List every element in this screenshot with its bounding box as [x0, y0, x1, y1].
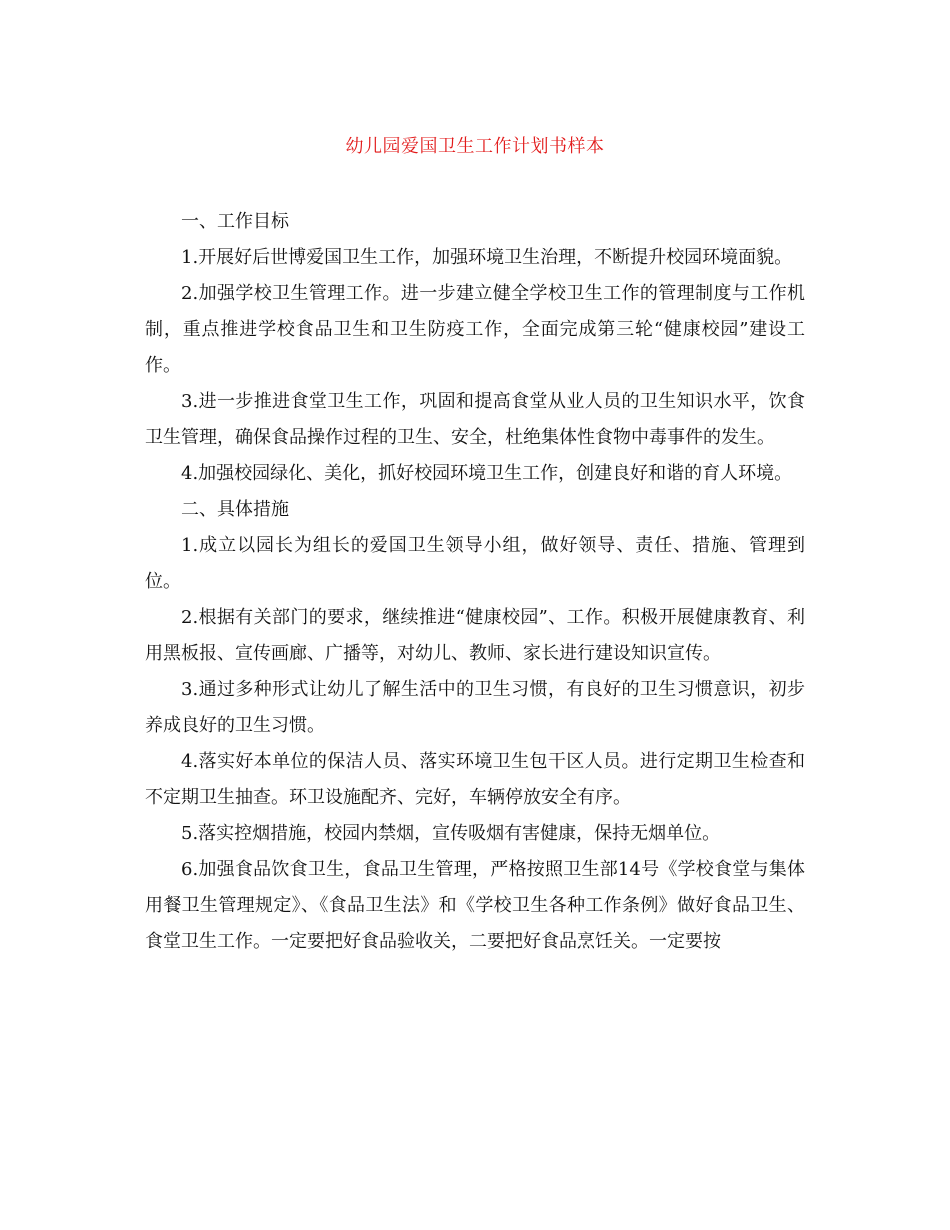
paragraph: 4.落实好本单位的保洁人员、落实环境卫生包干区人员。进行定期卫生检查和不定期卫生抽查。环卫设施配齐、完好，车辆停放安全有序。	[145, 751, 805, 808]
paragraph: 3.通过多种形式让幼儿了解生活中的卫生习惯，有良好的卫生习惯意识，初步养成良好的卫生习惯。	[145, 679, 805, 736]
paragraph: 1.成立以园长为组长的爱国卫生领导小组，做好领导、责任、措施、管理到位。	[145, 535, 805, 592]
paragraph: 4.加强校园绿化、美化，抓好校园环境卫生工作，创建良好和谐的育人环境。	[181, 463, 793, 484]
document-body	[145, 204, 805, 960]
paragraph: 5.落实控烟措施，校园内禁烟，宣传吸烟有害健康，保持无烟单位。	[181, 823, 721, 844]
paragraph: 6.加强食品饮食卫生，食品卫生管理，严格按照卫生部14号《学校食堂与集体用餐卫生管理规定》、《食品卫生法》和《学校卫生各种工作条例》做好食品卫生、食堂卫生工作。一定要把好食品验收关，二要把好食品烹饪关。一定要按	[145, 859, 805, 952]
paragraph-section-heading-measures: 二、具体措施	[181, 499, 289, 520]
paragraph: 3.进一步推进食堂卫生工作，巩固和提高食堂从业人员的卫生知识水平，饮食卫生管理，确保食品操作过程的卫生、安全，杜绝集体性食物中毒事件的发生。	[145, 391, 805, 448]
paragraph: 2.根据有关部门的要求，继续推进“健康校园”、工作。积极开展健康教育、利用黑板报、宣传画廊、广播等，对幼儿、教师、家长进行建设知识宣传。	[145, 607, 805, 664]
paragraph: 1.开展好后世博爱国卫生工作，加强环境卫生治理，不断提升校园环境面貌。	[181, 247, 793, 268]
paragraph: 2.加强学校卫生管理工作。进一步建立健全学校卫生工作的管理制度与工作机制，重点推进学校食品卫生和卫生防疫工作，全面完成第三轮“健康校园”建设工作。	[145, 283, 805, 376]
document-title: 幼儿园爱国卫生工作计划书样本	[345, 136, 605, 157]
paragraph-section-heading-goals: 一、工作目标	[181, 211, 289, 232]
